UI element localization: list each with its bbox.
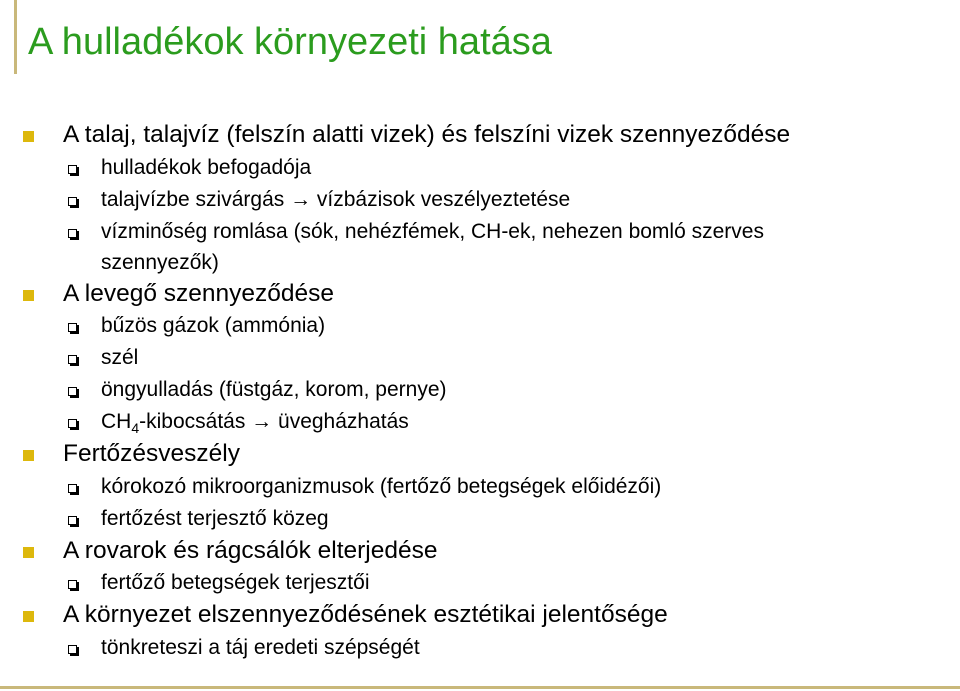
bullet-level2: tönkreteszi a táj eredeti szépségét <box>0 632 960 664</box>
square-bullet-icon <box>23 131 34 142</box>
slide-title: A hulladékok környezeti hatása <box>28 21 552 63</box>
bottom-accent-rule <box>0 686 960 689</box>
bullet-level2: $CH_4$-kibocsátás → üvegházhatás <box>0 406 960 438</box>
bullet-level1: A környezet elszennyeződésének esztétikai jelentősége <box>0 599 960 632</box>
checkbox-bullet-icon <box>68 355 77 364</box>
bullet-level1: Fertőzésveszély <box>0 438 960 471</box>
checkbox-bullet-icon <box>68 165 77 174</box>
checkbox-bullet-icon <box>68 580 77 589</box>
subscript-4: 4 <box>131 420 140 436</box>
square-bullet-icon <box>23 450 34 461</box>
bullet-level1: A talaj, talajvíz (felszín alatti vizek) és felszíni vizek szennyeződése <box>0 119 960 152</box>
bullet-level2: kórokozó mikroorganizmusok (fertőző betegségek előidézői) <box>0 471 960 503</box>
bullet-level2: öngyulladás (füstgáz, korom, pernye) <box>0 374 960 406</box>
checkbox-bullet-icon <box>68 419 77 428</box>
bullet-level2: fertőző betegségek terjesztői <box>0 567 960 599</box>
bullet-level2: szél <box>0 342 960 374</box>
bullet-level2: bűzös gázok (ammónia) <box>0 310 960 342</box>
checkbox-bullet-icon <box>68 516 77 525</box>
checkbox-bullet-icon <box>68 229 77 238</box>
bullet-level2-continuation: szennyezők) <box>101 250 219 274</box>
title-accent-rule <box>14 0 17 74</box>
bullet-level2: vízminőség romlása (sók, nehézfémek, CH-ek, nehezen bomló szerves <box>0 216 960 247</box>
bullet-level1: A rovarok és rágcsálók elterjedése <box>0 535 960 568</box>
checkbox-bullet-icon <box>68 387 77 396</box>
bullet-level2: talajvízbe szivárgás → vízbázisok veszélyeztetése <box>0 184 960 216</box>
bullet-list <box>0 119 960 664</box>
checkbox-bullet-icon <box>68 645 77 654</box>
checkbox-bullet-icon <box>68 197 77 206</box>
square-bullet-icon <box>23 290 34 301</box>
square-bullet-icon <box>23 547 34 558</box>
bullet-level2: hulladékok befogadója <box>0 152 960 184</box>
checkbox-bullet-icon <box>68 323 77 332</box>
checkbox-bullet-icon <box>68 484 77 493</box>
bullet-level2: fertőzést terjesztő közeg <box>0 503 960 535</box>
bullet-level1: A levegő szennyeződése <box>0 278 960 311</box>
square-bullet-icon <box>23 611 34 622</box>
